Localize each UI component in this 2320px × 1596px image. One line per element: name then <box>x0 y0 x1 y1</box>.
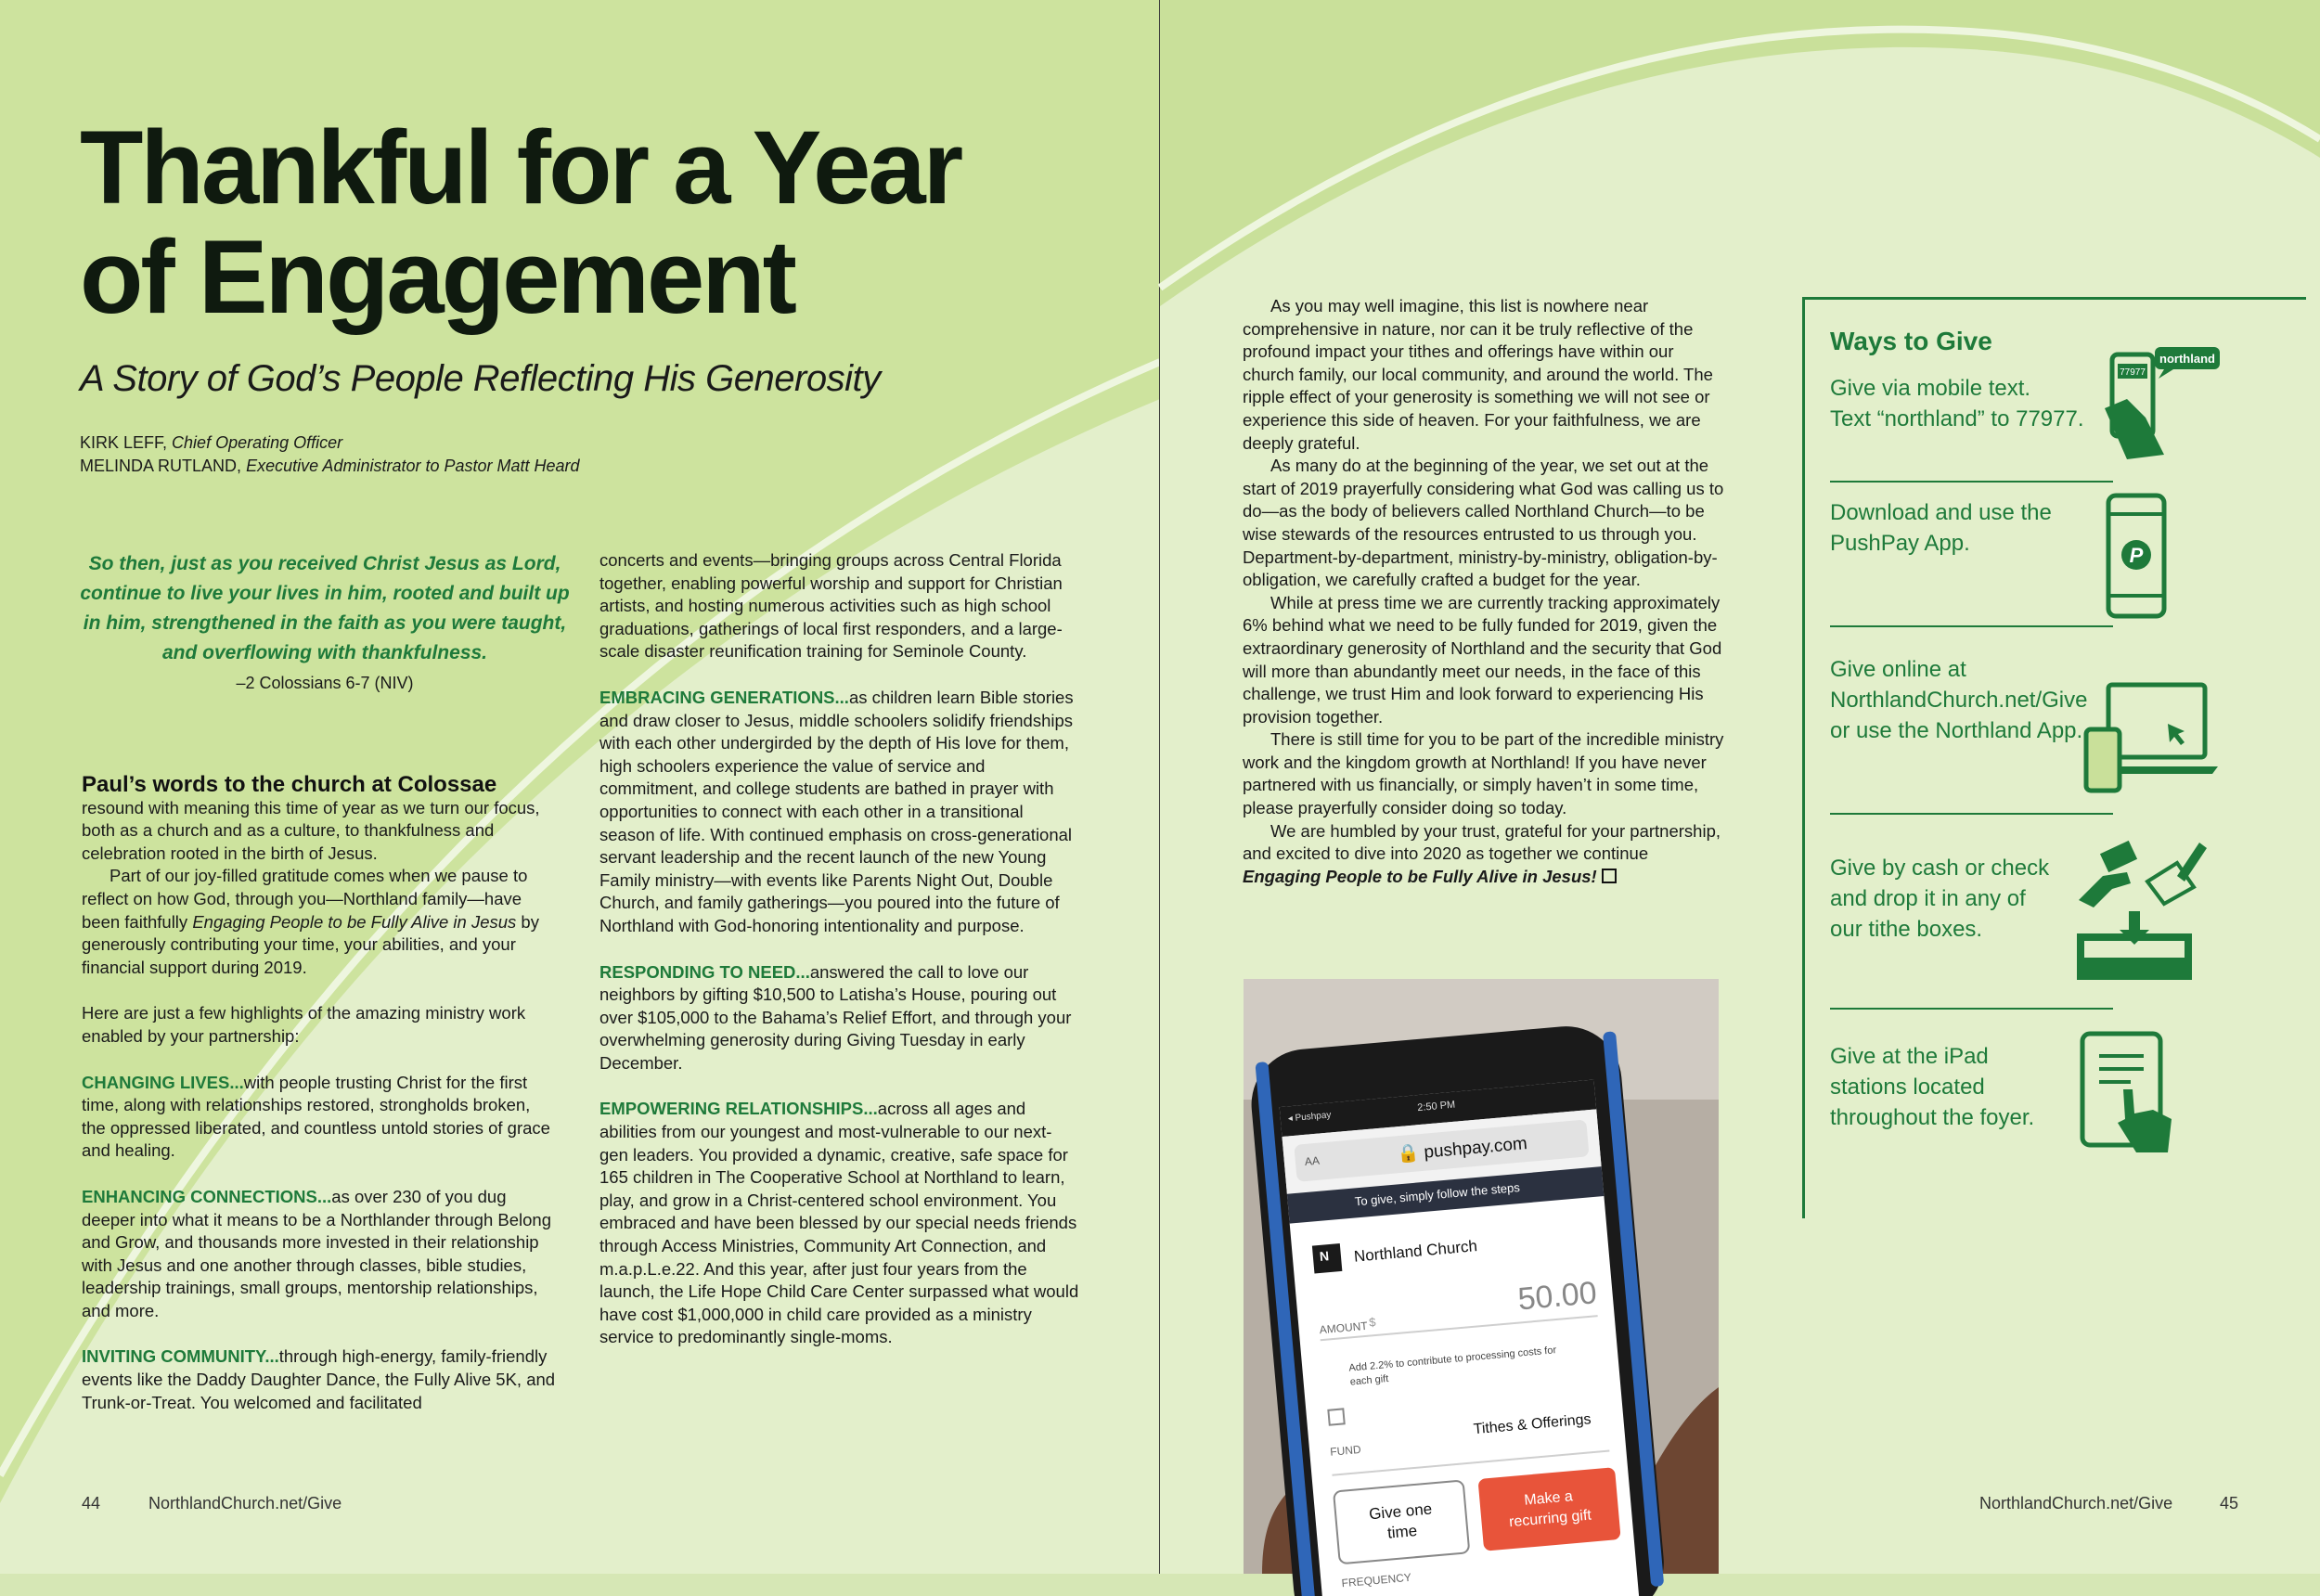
highlight-paragraph: EMBRACING GENERATIONS...as children learn Bible stories and draw closer to Jesus, middle schoolers solidify friendships with each other undergirded by the depth of His love for them, high schoolers experience the value of service and commitment, and college students are bathed in prayer with opportunities to connect with each other in a transitional season of life. With continued emphasis on cross-generational servant leadership and the recent launch of the new Young Family ministry—with events like Parents Night Out, Double Church, and family gatherings—you poured into the future of Northland with God-honoring intentionality and purpose. <box>599 687 1074 935</box>
give-option-text: Download and use the PushPay App. <box>1830 500 2052 556</box>
highlight-paragraph: ENHANCING CONNECTIONS...as over 230 of you dug deeper into what it means to be a Northlander through Belong and Grow, and thousands more invested in their relationship with Jesus and one another through classes, bible studies, leadership trainings, small groups, mentorship relationships, and more. <box>82 1186 551 1320</box>
org-logo: N <box>1319 1248 1330 1264</box>
paragraph: resound with meaning this time of year as we turn our focus, both as a church and as a culture, to thankfulness and celebration rooted in the birth of Jesus. <box>82 797 540 863</box>
article-subtitle: A Story of God’s People Reflecting His Generosity <box>80 358 881 399</box>
highlight-heading: CHANGING LIVES... <box>82 1072 244 1092</box>
byline-1-name: KIRK LEFF, <box>80 433 168 452</box>
amount-input[interactable]: 50.00 <box>1516 1275 1599 1318</box>
byline-1 <box>80 433 342 453</box>
fee-checkbox-label[interactable]: Add 2.2% to contribute to processing costs for each gift <box>1348 1345 1557 1388</box>
give-option-text: Give by cash or check and drop it in any of our tithe boxes. <box>1830 856 2050 942</box>
status-left: ◂ Pushpay <box>1287 1110 1332 1125</box>
frequency-label: FREQUENCY <box>1341 1570 1412 1590</box>
ways-to-give-title: Ways to Give <box>1830 327 1992 355</box>
amount-label: AMOUNT <box>1319 1319 1369 1337</box>
paragraph: We are humbled by your trust, grateful for your partnership, and excited to dive into 2020 as together we continue Engaging People to be Fully Alive in Jesus! <box>1243 820 1721 886</box>
give-option-text: Give via mobile text. Text “northland” to 77977. <box>1830 376 2084 431</box>
highlight-paragraph: INVITING COMMUNITY...through high-energy, family-friendly events like the Daddy Daughter Dance, the Fully Alive 5K, and Trunk-or-Treat. You welcomed and facilitated <box>82 1346 556 1412</box>
ipad-station-icon <box>2079 1030 2209 1160</box>
left-page <box>0 0 1160 1574</box>
column-1 <box>82 774 559 1414</box>
footer-url-right: NorthlandChurch.net/Give <box>1979 1494 2173 1512</box>
paragraph: There is still time for you to be part of the incredible ministry work and the kingdom growth at Northland! If you have never partnered with us financially, or simply haven’t in some time, please prayerfully consider doing so today. <box>1243 729 1724 818</box>
give-option-text: Give online at NorthlandChurch.net/Give or use the Northland App. <box>1830 657 2088 743</box>
paragraph: As many do at the beginning of the year, we set out at the start of 2019 prayerfully considering what God was calling us to do—as the body of believers called Northland Church—to be wise stewards of the resources entrusted to us through you. Department-by-department, ministry-by-ministry, obligation-by-obligation, we carefully crafted a budget for the year. <box>1243 456 1724 590</box>
fund-label: FUND <box>1329 1442 1362 1459</box>
byline-1-role: Chief Operating Officer <box>172 433 343 452</box>
give-option-text: Give at the iPad stations located throughout the foyer. <box>1830 1044 2035 1130</box>
page-number-left: 44 <box>82 1494 101 1512</box>
mobile-text-icon <box>2099 343 2229 473</box>
paragraph: As you may well imagine, this list is nowhere near comprehensive in nature, nor can it be truly reflective of the profound impact your tithes and offerings have within our church family, our local community, and around the world. The ripple effect of your generosity is something we will not see or experience this side of heaven. For your faithfulness, we are deeply grateful. <box>1243 296 1713 453</box>
online-devices-icon <box>2082 677 2222 798</box>
org-name: Northland Church <box>1353 1237 1478 1266</box>
highlight-paragraph: CHANGING LIVES...with people trusting Christ for the first time, along with relationships restored, strongholds broken, the oppressed liberated, and countless untold stories of grace and healing. <box>82 1072 550 1161</box>
quote-reference: –2 Colossians 6-7 (NIV) <box>236 674 414 692</box>
highlight-heading: ENHANCING CONNECTIONS... <box>82 1186 332 1206</box>
status-time: 2:50 PM <box>1416 1099 1456 1114</box>
footer-url-left: NorthlandChurch.net/Give <box>148 1494 342 1512</box>
highlight-heading: EMPOWERING RELATIONSHIPS... <box>599 1099 878 1119</box>
lead-in-heading: Paul’s words to the church at Colossae <box>82 772 497 797</box>
byline-2 <box>80 457 580 476</box>
highlight-paragraph: EMPOWERING RELATIONSHIPS...across all ages and abilities from our youngest and most-vulnerable to our next-gen leaders. You provided a dynamic, creative, safe space for 165 children in The Cooperative School at Northland to learn, play, and grow in a Christ-centered school environment. You embraced and have been blessed by our special needs friends through Access Ministries, Community Art Connection, and m.a.p.L.e.22. And this year, after just four years from the launch, the Life Hope Child Care Center surpassed what would have cost $1,000,000 in child care provided as a ministry service to predominantly single-moms. <box>599 1099 1079 1347</box>
divider <box>1830 625 2113 627</box>
give-one-time-button[interactable]: Give one time <box>1368 1499 1433 1542</box>
highlight-paragraph: RESPONDING TO NEED...answered the call to love our neighbors by gifting $10,500 to Latisha’s House, pouring out over $105,000 to the Bahama’s Relief Effort, and through your overwhelming generosity during Giving Tuesday in early December. <box>599 961 1072 1073</box>
article-title <box>80 109 1101 335</box>
currency-symbol: $ <box>1368 1314 1377 1330</box>
highlight-heading: INVITING COMMUNITY... <box>82 1346 279 1367</box>
paragraph: concerts and events—bringing groups across Central Florida together, enabling powerful worship and support for Christian artists, and hosting numerous activities such as high school graduations, gatherings of local first responders, and a large-scale disaster reunification training for Seminole County. <box>599 550 1063 662</box>
text-size-button[interactable]: AA <box>1304 1153 1321 1168</box>
title-line-2: of Engagement <box>80 219 794 335</box>
byline-2-name: MELINDA RUTLAND, <box>80 457 242 475</box>
highlight-heading: EMBRACING GENERATIONS... <box>599 687 849 707</box>
divider <box>1830 813 2113 815</box>
end-mark-icon <box>1602 869 1617 883</box>
url-bar[interactable]: 🔒 pushpay.com <box>1396 1134 1528 1165</box>
divider <box>1830 1008 2113 1010</box>
byline-2-role: Executive Administrator to Pastor Matt Heard <box>246 457 580 475</box>
paragraph: Part of our joy-filled gratitude comes when we pause to reflect on how God, through you—Northland family—have been faithfully Engaging People to be Fully Alive in Jesus by generously contributing your time, your abilities, and your financial support during 2019. <box>82 866 539 977</box>
paragraph: While at press time we are currently tracking approximately 6% behind what we need to be fully funded for 2019, given the extraordinary generosity of Northland and the security that God will more than abundantly meet our needs, in the face of this challenge, we trust Him and look forward to experiencing His provision together. <box>1243 592 1722 727</box>
highlight-heading: RESPONDING TO NEED... <box>599 961 810 982</box>
cash-check-tithe-box-icon <box>2075 835 2223 984</box>
instruction-banner: To give, simply follow the steps <box>1354 1179 1521 1209</box>
pushpay-phone-photo <box>1244 979 1719 1590</box>
pull-quote: So then, just as you received Christ Jesus as Lord, continue to live your lives in him, rooted and built up in him, strengthened in the faith as you were taught, and overflowing with thankfulness. <box>80 553 570 663</box>
fund-select[interactable]: Tithes & Offerings <box>1473 1411 1592 1438</box>
column-3 <box>1243 295 1725 888</box>
pushpay-app-icon <box>2105 492 2170 622</box>
svg-text:77977: 77977 <box>2120 367 2146 378</box>
page-number-right: 45 <box>2220 1494 2239 1512</box>
divider <box>1830 481 2113 483</box>
paragraph: Here are just a few highlights of the amazing ministry work enabled by your partnership: <box>82 1003 526 1046</box>
phone-screen <box>1216 959 1741 1593</box>
svg-text:P: P <box>2129 544 2144 567</box>
title-line-1: Thankful for a Year <box>80 109 961 225</box>
recurring-gift-button[interactable]: Make a recurring gift <box>1508 1488 1592 1531</box>
svg-text:northland: northland <box>2159 352 2215 366</box>
column-2 <box>599 549 1080 1349</box>
